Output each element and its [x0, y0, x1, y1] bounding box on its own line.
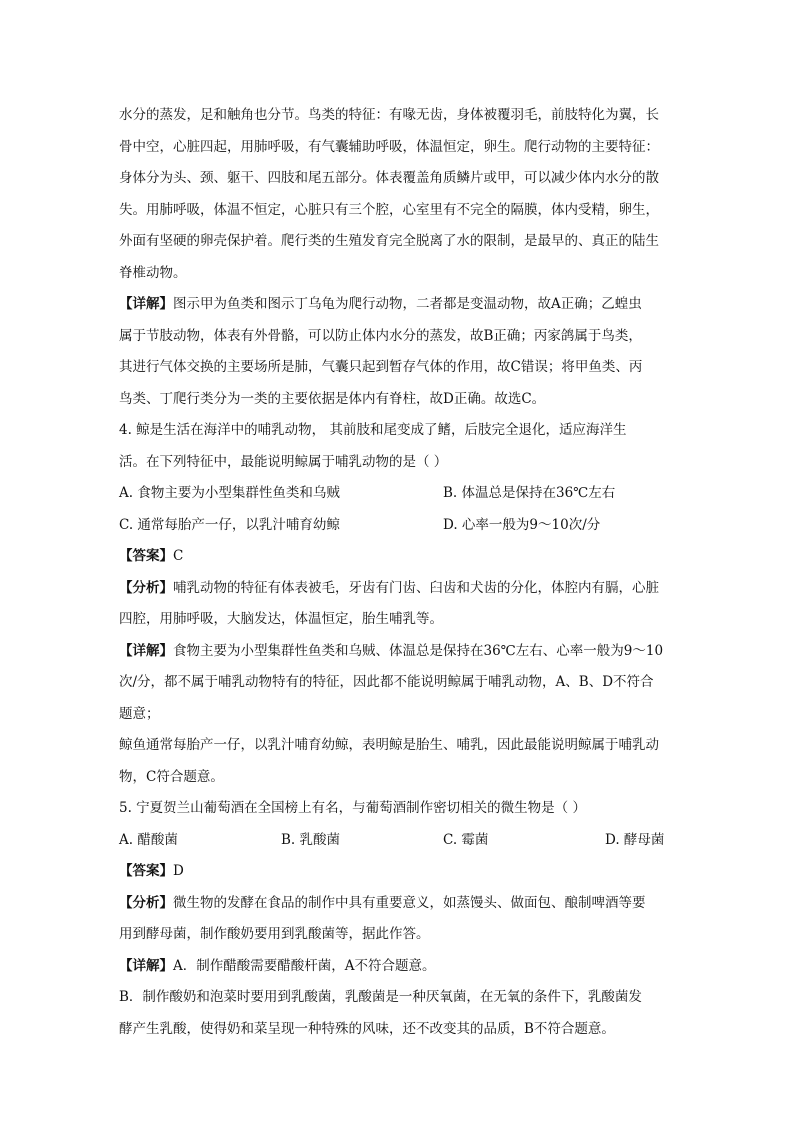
q3-detail-line: 其进行气体交换的主要场所是肺，气囊只起到暂存气体的作用，故C错误；将甲鱼类、丙: [119, 359, 643, 375]
text-line: 外面有坚硬的卵壳保护着。爬行类的生殖发育完全脱离了水的限制，是最早的、真正的陆生: [119, 233, 659, 249]
q4-detail-line: 物，C符合题意。: [119, 768, 224, 785]
text-line: 水分的蒸发，足和触角也分节。鸟类的特征：有喙无齿，身体被覆羽毛，前肢特化为翼，长: [119, 107, 659, 123]
q5-option-d: D. 酵母菌: [605, 831, 665, 848]
q5-options-row: [119, 825, 679, 857]
document-page: [119, 100, 679, 1045]
q5-detail-line: 酵产生乳酸，使得奶和菜呈现一种特殊的风味，还不改变其的品质，B不符合题意。: [119, 1020, 615, 1037]
text-line: 骨中空，心脏四起，用肺呼吸，有气囊辅助呼吸，体温恒定，卵生。爬行动物的主要特征：: [119, 138, 659, 155]
q4-analysis-line: [119, 573, 679, 605]
q4-option-c: C. 通常每胎产一仔，以乳汁哺育幼鲸: [119, 516, 340, 533]
detail-text: A．制作醋酸需要醋酸杆菌，A不符合题意。: [173, 957, 436, 974]
detail-tag: 【详解】: [119, 296, 173, 312]
text-line: 脊椎动物。: [119, 264, 187, 281]
answer-tag: 【答案】: [119, 548, 173, 564]
q3-detail-line: 属于节肢动物，体表有外骨骼，可以防止体内水分的蒸发，故B正确；丙家鸽属于鸟类，: [119, 327, 642, 344]
q3-detail-line: [119, 289, 679, 321]
q4-options-row-1: [119, 478, 679, 510]
q4-detail-line: 题意；: [119, 705, 160, 722]
q3-detail-line: 鸟类、丁爬行类分为一类的主要依据是体内有脊柱，故D正确。故选C。: [119, 390, 546, 407]
answer-tag: 【答案】: [119, 863, 173, 879]
q4-option-a: A. 食物主要为小型集群性鱼类和乌贼: [119, 485, 340, 501]
analysis-tag: 【分析】: [119, 894, 173, 911]
q4-stem-line: 活。在下列特征中，最能说明鲸属于哺乳动物的是（ ）: [119, 453, 448, 470]
text-line: 失。用肺呼吸，体温不恒定，心脏只有三个腔，心室里有不完全的隔膜，体内受精，卵生，: [119, 201, 659, 218]
q5-option-c: C. 霉菌: [443, 831, 489, 848]
q4-answer-line: [119, 541, 679, 573]
text-line: 身体分为头、颈、躯干、四肢和尾五部分。体表覆盖角质鳞片或甲，可以减少体内水分的散: [119, 170, 659, 186]
q4-option-d: D. 心率一般为9～10次/分: [443, 516, 601, 533]
detail-tag: 【详解】: [119, 957, 173, 974]
analysis-tag: 【分析】: [119, 579, 173, 596]
analysis-text: 哺乳动物的特征有体表被毛，牙齿有门齿、臼齿和犬齿的分化，体腔内有膈，心脏: [173, 579, 659, 596]
q5-detail-line: B．制作酸奶和泡菜时要用到乳酸菌，乳酸菌是一种厌氧菌，在无氧的条件下，乳酸菌发: [119, 989, 642, 1005]
q5-detail-line: [119, 951, 679, 983]
q4-analysis-line: 四腔，用肺呼吸，大脑发达，体温恒定，胎生哺乳等。: [119, 611, 443, 627]
q4-options-row-2: [119, 510, 679, 542]
q4-detail-line: 鲸鱼通常每胎产一仔，以乳汁哺育幼鲸，表明鲸是胎生、哺乳，因此最能说明鲸属于哺乳动: [119, 737, 659, 753]
analysis-text: 微生物的发酵在食品的制作中具有重要意义，如蒸馒头、做面包、酿制啤酒等要: [173, 894, 646, 911]
q5-option-a: A. 醋酸菌: [119, 831, 178, 848]
q4-detail-line: [119, 636, 679, 668]
q5-analysis-line: [119, 888, 679, 920]
q4-stem-line: 4. 鲸是生活在海洋中的哺乳动物， 其前肢和尾变成了鳍，后肢完全退化，适应海洋生: [119, 422, 627, 438]
q5-answer-line: [119, 856, 679, 888]
detail-tag: 【详解】: [119, 642, 173, 659]
q5-stem-line: 5. 宁夏贺兰山葡萄酒在全国榜上有名，与葡萄酒制作密切相关的微生物是（ ）: [119, 800, 586, 816]
detail-text: 食物主要为小型集群性鱼类和乌贼、体温总是保持在36℃左右、心率一般为9～10: [173, 642, 664, 659]
q4-option-b: B. 体温总是保持在36℃左右: [443, 485, 616, 501]
q5-option-b: B. 乳酸菌: [281, 831, 341, 848]
q5-analysis-line: 用到酵母菌，制作酸奶要用到乳酸菌等，据此作答。: [119, 926, 430, 942]
answer-value: C: [173, 548, 184, 564]
q4-detail-line: 次/分，都不属于哺乳动物特有的特征，因此都不能说明鲸属于哺乳动物，A、B、D不符合: [119, 674, 654, 690]
detail-text: 图示甲为鱼类和图示丁乌龟为爬行动物，二者都是变温动物，故A正确；乙蝗虫: [173, 296, 642, 312]
answer-value: D: [173, 863, 184, 879]
